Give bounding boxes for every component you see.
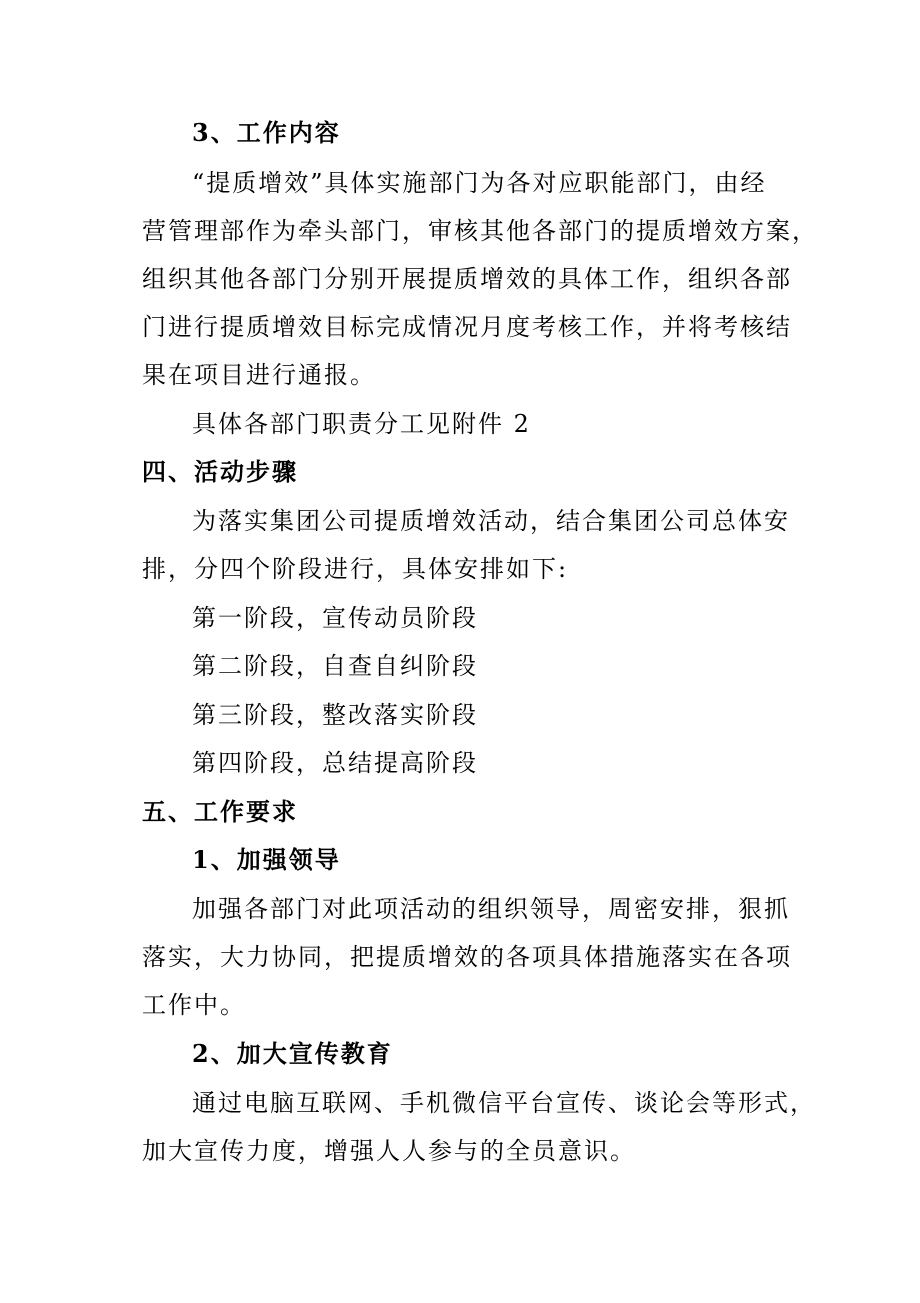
paragraph-line: “提质增效”具体实施部门为各对应职能部门，由经 [192, 169, 767, 197]
paragraph-line: 通过电脑互联网、手机微信平台宣传、谈论会等形式， [192, 1089, 816, 1117]
paragraph-line: 果在项目进行通报。 [142, 361, 376, 389]
paragraph-line: 为落实集团公司提质增效活动，结合集团公司总体安 [192, 507, 790, 535]
paragraph-line: 加大宣传力度，增强人人参与的全员意识。 [142, 1137, 636, 1165]
section-5-heading: 五、工作要求 [142, 797, 298, 826]
stage-item: 第三阶段，整改落实阶段 [192, 701, 478, 729]
section-3-heading: 3、工作内容 [192, 118, 341, 147]
paragraph-line: 落实，大力协同，把提质增效的各项具体措施落实在各项 [142, 943, 792, 971]
stage-item: 第一阶段，宣传动员阶段 [192, 604, 478, 632]
paragraph-line: 排，分四个阶段进行，具体安排如下: [142, 555, 569, 583]
paragraph-line: 门进行提质增效目标完成情况月度考核工作，并将考核结 [142, 313, 792, 341]
paragraph-line: 加强各部门对此项活动的组织领导，周密安排，狠抓 [192, 895, 790, 923]
paragraph-line: 工作中。 [142, 991, 246, 1019]
paragraph-line: 营管理部作为牵头部门，审核其他各部门的提质增效方案， [142, 217, 818, 245]
section-4-heading: 四、活动步骤 [142, 457, 298, 486]
subsection-heading: 1、加强领导 [192, 845, 341, 874]
stage-item: 第四阶段，总结提高阶段 [192, 749, 478, 777]
stage-item: 第二阶段，自查自纠阶段 [192, 652, 478, 680]
paragraph-line: 组织其他各部门分别开展提质增效的具体工作，组织各部 [142, 265, 792, 293]
attachment-note: 具体各部门职责分工见附件 2 [192, 410, 531, 438]
subsection-heading: 2、加大宣传教育 [192, 1039, 393, 1068]
